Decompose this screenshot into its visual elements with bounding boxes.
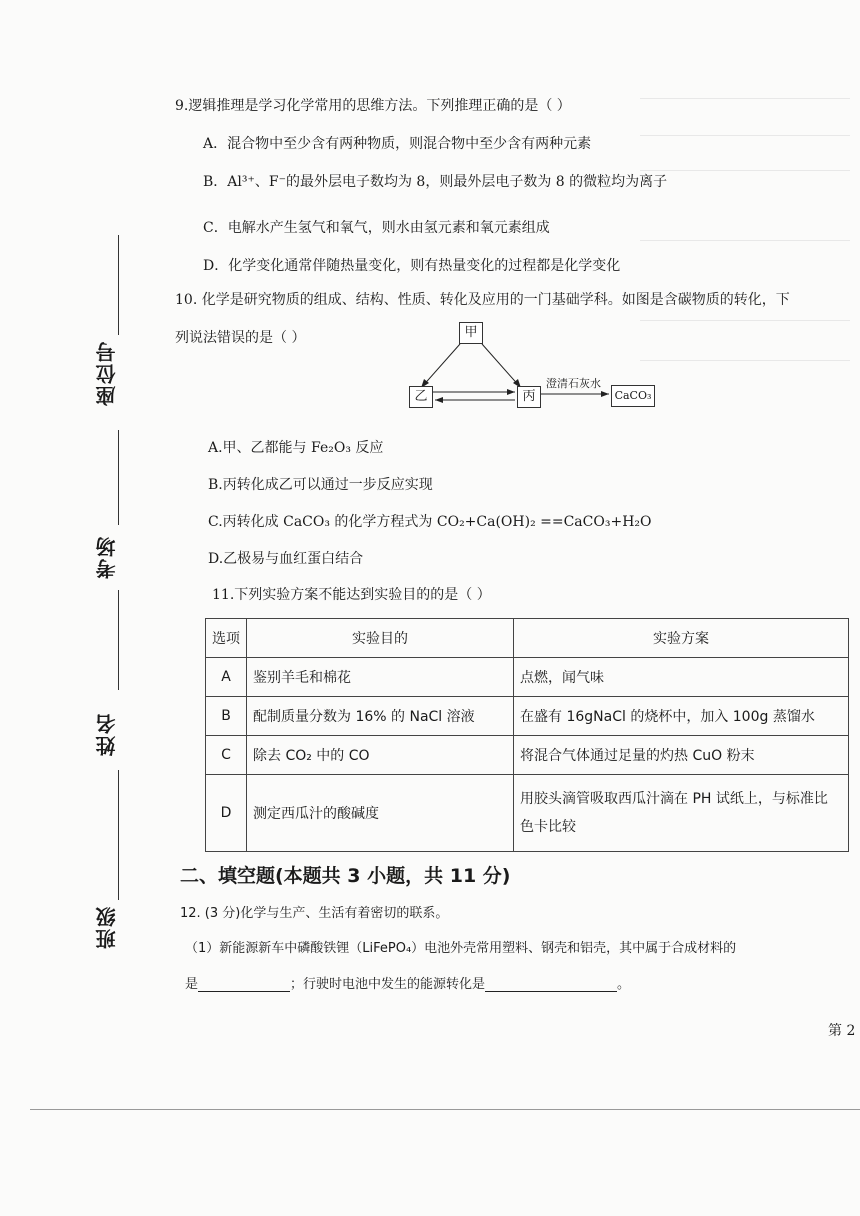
q12-part1-line1: （1）新能源新车中磷酸铁锂（LiFePO₄）电池外壳常用塑料、钢壳和铝壳，其中属于合成材料的: [185, 941, 737, 956]
answer-blank-energy-conversion[interactable]: [485, 977, 617, 992]
q9-option-d: D．化学变化通常伴随热量变化，则有热量变化的过程都是化学变化: [203, 258, 621, 274]
q9-option-a: A．混合物中至少含有两种物质，则混合物中至少含有两种元素: [203, 136, 592, 152]
name-label: 姓名: [95, 712, 119, 756]
row-plan-line2: 色卡比较: [520, 819, 576, 835]
seat-number-label: 座位号: [95, 340, 119, 406]
row-goal: 除去 CO₂ 中的 CO: [247, 736, 514, 775]
page-number: 第 2: [828, 1023, 856, 1039]
bleed-through-mark: [640, 320, 850, 321]
node-bing: 丙: [517, 386, 541, 408]
q9-option-b: B．Al³⁺、F⁻的最外层电子数均为 8，则最外层电子数为 8 的微粒均为离子: [203, 174, 668, 190]
row-plan: 将混合气体通过足量的灼热 CuO 粉末: [514, 736, 849, 775]
q10-option-b: B.丙转化成乙可以通过一步反应实现: [208, 477, 433, 493]
table-header-row: [206, 619, 849, 658]
node-caco3: CaCO₃: [611, 385, 655, 407]
row-option: C: [206, 736, 247, 775]
q12-text-shi: 是: [185, 977, 199, 992]
q10-stem-line1: 10. 化学是研究物质的组成、结构、性质、转化及应用的一门基础学科。如图是含碳物质的转化，下: [175, 292, 790, 308]
q12-text-end: 。: [617, 977, 631, 992]
bleed-through-mark: [640, 135, 850, 136]
class-label: 班级: [95, 905, 119, 949]
row-option: D: [206, 775, 247, 852]
row-goal: 测定西瓜汁的酸碱度: [247, 775, 514, 852]
q12-text-energy: ；行驶时电池中发生的能源转化是: [290, 977, 486, 992]
class-line: [118, 770, 119, 900]
q12-stem: 12. (3 分)化学与生产、生活有着密切的联系。: [180, 906, 449, 921]
q10-option-d: D.乙极易与血红蛋白结合: [208, 551, 364, 567]
table-row: [206, 697, 849, 736]
bleed-through-mark: [640, 240, 850, 241]
row-option: B: [206, 697, 247, 736]
experiment-table: [205, 618, 849, 852]
row-plan: 点燃，闻气味: [514, 658, 849, 697]
q10-option-a: A.甲、乙都能与 Fe₂O₃ 反应: [208, 440, 384, 456]
room-line: [118, 430, 119, 525]
row-goal: 鉴别羊毛和棉花: [247, 658, 514, 697]
row-plan: [514, 775, 849, 852]
q10-option-c: C.丙转化成 CaCO₃ 的化学方程式为 CO₂+Ca(OH)₂ ==CaCO₃+H₂O: [208, 514, 652, 530]
arrow-label-limewater: 澄清石灰水: [546, 377, 601, 390]
header-goal: 实验目的: [247, 619, 514, 658]
q10-stem-line2: 列说法错误的是（ ）: [175, 330, 306, 346]
answer-blank-synthetic-material[interactable]: [198, 977, 290, 992]
seat-number-line: [118, 235, 119, 335]
q9-option-c: C．电解水产生氢气和氧气，则水由氢元素和氧元素组成: [203, 220, 550, 236]
bleed-through-mark: [640, 98, 850, 99]
name-line: [118, 590, 119, 690]
node-yi: 乙: [409, 386, 433, 408]
q12-part1-line2: [185, 973, 630, 992]
row-option: A: [206, 658, 247, 697]
table-row: [206, 736, 849, 775]
q9-stem: 9.逻辑推理是学习化学常用的思维方法。下列推理正确的是（ ）: [175, 98, 571, 114]
page-bottom-rule: [30, 1109, 860, 1110]
header-option: 选项: [206, 619, 247, 658]
table-row: [206, 658, 849, 697]
bleed-through-mark: [640, 360, 850, 361]
header-plan: 实验方案: [514, 619, 849, 658]
node-jia: 甲: [459, 322, 483, 344]
section-title: 二、填空题(本题共 3 小题，共 11 分): [180, 865, 511, 887]
q11-stem: 11.下列实验方案不能达到实验目的的是（ ）: [212, 587, 491, 603]
table-row: [206, 775, 849, 852]
row-plan-line1: 用胶头滴管吸取西瓜汁滴在 PH 试纸上，与标准比: [520, 791, 828, 807]
bleed-through-mark: [640, 170, 850, 171]
row-plan: 在盛有 16gNaCl 的烧杯中，加入 100g 蒸馏水: [514, 697, 849, 736]
exam-room-label: 考场: [95, 535, 119, 579]
row-goal: 配制质量分数为 16% 的 NaCl 溶液: [247, 697, 514, 736]
